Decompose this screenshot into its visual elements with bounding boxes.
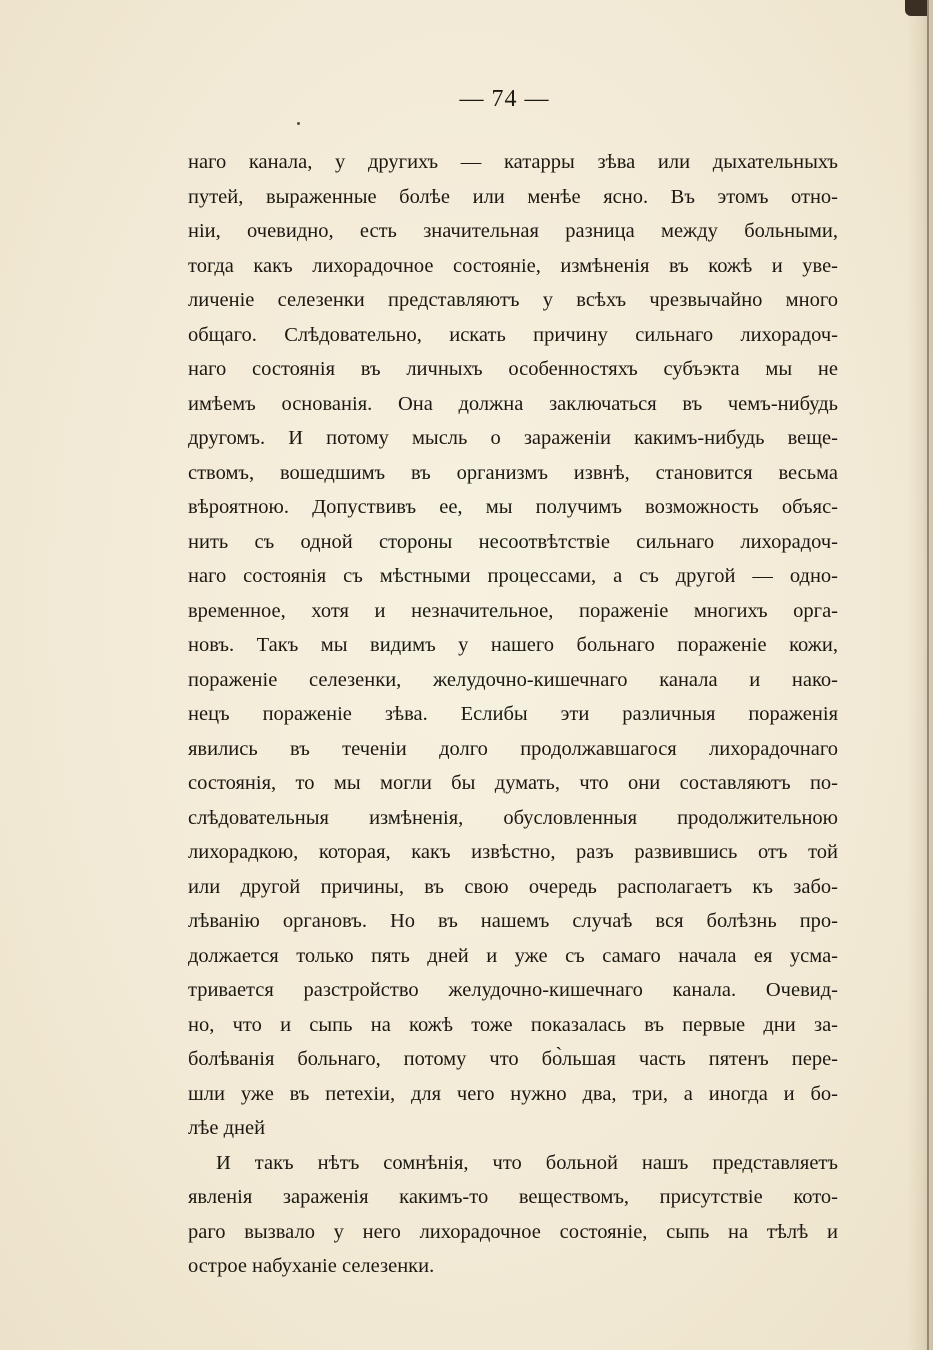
text-line: пораженіе селезенки, желудочно-кишечнаго канала и нако- xyxy=(188,668,838,691)
paragraph-2 xyxy=(188,1146,838,1284)
paragraph-1 xyxy=(188,145,838,1146)
ink-speck xyxy=(297,122,300,125)
text-line: раго вызвало у него лихорадочное состояніе, сыпь на тѣлѣ и xyxy=(188,1220,838,1243)
text-line: шли уже въ петехіи, для чего нужно два, три, а иногда и бо- xyxy=(188,1082,838,1105)
page-number: — 74 — xyxy=(459,86,550,112)
text-line: временное, хотя и незначительное, пораженіе многихъ орга- xyxy=(188,599,838,622)
text-line: вѣроятною. Допуствивъ ее, мы получимъ возможность объяс- xyxy=(188,496,838,518)
text-line: или другой причины, въ свою очередь располагаетъ къ забо- xyxy=(188,875,838,898)
text-line: лихорадкою, которая, какъ извѣстно, разъ развившись отъ той xyxy=(188,841,838,863)
page-edge-line xyxy=(927,0,929,1350)
text-line: тогда какъ лихорадочное состояніе, измѣненія въ кожѣ и уве- xyxy=(188,254,838,277)
text-line: явились въ теченіи долго продолжавшагося лихорадочнаго xyxy=(188,737,838,760)
text-line: новъ. Такъ мы видимъ у нашего больнаго пораженіе кожи, xyxy=(188,634,838,656)
text-line: другомъ. И потому мысль о зараженіи какимъ-нибудь веще- xyxy=(188,427,838,449)
text-line: И такъ нѣтъ сомнѣнія, что больной нашъ представляетъ xyxy=(216,1151,838,1174)
text-line: ніи, очевидно, есть значительная разница между больными, xyxy=(188,220,838,242)
text-line: тривается разстройство желудочно-кишечнаго канала. Очевид- xyxy=(188,979,838,1001)
text-line: имѣемъ основанія. Она должна заключаться въ чемъ-нибудь xyxy=(188,392,838,415)
text-line: явленія зараженія какимъ-то веществомъ, присутствіе кото- xyxy=(188,1186,838,1208)
text-line: личеніе селезенки представляютъ у всѣхъ чрезвычайно много xyxy=(188,289,838,311)
corner-mark xyxy=(905,0,927,16)
text-line: лѣванію органовъ. Но въ нашемъ случаѣ вся болѣзнь про- xyxy=(188,910,838,932)
body-text xyxy=(188,145,838,1284)
page-edge-shadow xyxy=(907,0,933,1350)
text-line: состоянія, то мы могли бы думать, что они составляютъ по- xyxy=(188,772,838,794)
text-line: острое набуханіе селезенки. xyxy=(188,1255,435,1277)
text-line: лѣе дней xyxy=(188,1117,266,1139)
text-line: должается только пять дней и уже съ самаго начала ея усма- xyxy=(188,944,838,967)
text-line: путей, выраженные болѣе или менѣе ясно. Въ этомъ отно- xyxy=(188,185,838,208)
text-line: болѣванія больнаго, потому что бо̀льшая часть пятенъ пере- xyxy=(188,1048,838,1070)
text-line: наго состоянія съ мѣстными процессами, а съ другой — одно- xyxy=(188,565,838,587)
text-line: нецъ пораженіе зѣва. Еслибы эти различныя пораженія xyxy=(188,703,838,725)
text-line: слѣдовательныя измѣненія, обусловленныя продолжительною xyxy=(188,806,838,829)
text-line: наго состоянія въ личныхъ особенностяхъ субъэкта мы не xyxy=(188,358,838,380)
text-line: ствомъ, вошедшимъ въ организмъ извнѣ, становится весьма xyxy=(188,461,838,484)
text-line: но, что и сыпь на кожѣ тоже показалась въ первые дни за- xyxy=(188,1013,838,1036)
text-line: наго канала, у другихъ — катарры зѣва или дыхательныхъ xyxy=(188,151,838,173)
text-line: нить съ одной стороны несоотвѣтствіе сильнаго лихорадоч- xyxy=(188,530,838,553)
text-line: общаго. Слѣдовательно, искать причину сильнаго лихорадоч- xyxy=(188,323,838,346)
